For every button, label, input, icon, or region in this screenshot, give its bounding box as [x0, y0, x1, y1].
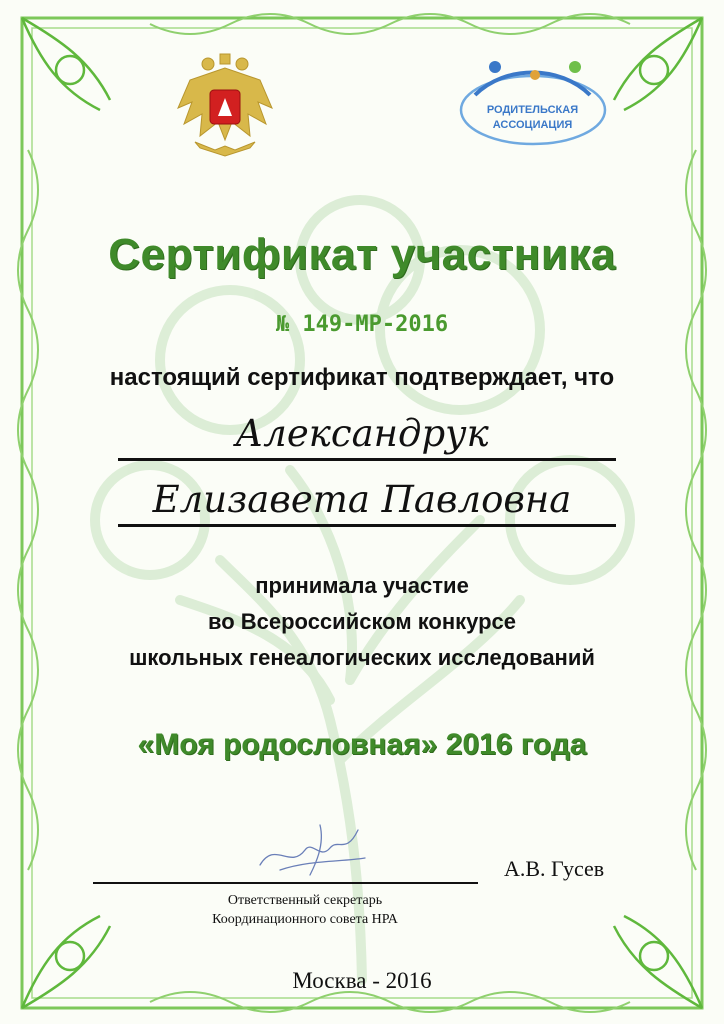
recipient-given-names: Елизавета Павловна: [152, 478, 572, 521]
confirmation-text: настоящий сертификат подтверждает, что: [109, 364, 615, 391]
association-logo: [455, 55, 610, 150]
recipient-surname: Александрук: [235, 412, 489, 455]
participation-text-2: во Всероссийском конкурсе: [207, 609, 517, 634]
signature-line: [93, 882, 478, 884]
participation-text-3: школьных генеалогических исследований: [129, 645, 595, 670]
signatory-name: А.В. Гусев: [504, 856, 605, 881]
association-name-line1: РОДИТЕЛЬСКАЯ: [486, 104, 579, 116]
handwritten-signature: [250, 810, 370, 880]
coat-of-arms-icon: [170, 50, 280, 160]
surname-underline: [118, 458, 616, 461]
signatory-role-line1: Ответственный секретарь: [227, 893, 383, 908]
participation-text-1: принимала участие: [255, 573, 469, 598]
certificate-number: № 149-МР-2016: [275, 312, 449, 337]
certificate-title: Сертификат участника: [108, 230, 616, 279]
city-year: Москва - 2016: [292, 968, 432, 993]
contest-name: «Моя родословная» 2016 года: [137, 728, 587, 761]
association-name-line2: АССОЦИАЦИЯ: [492, 119, 573, 131]
signatory-role-line2: Координационного совета НРА: [212, 912, 398, 927]
given-names-underline: [118, 524, 616, 527]
